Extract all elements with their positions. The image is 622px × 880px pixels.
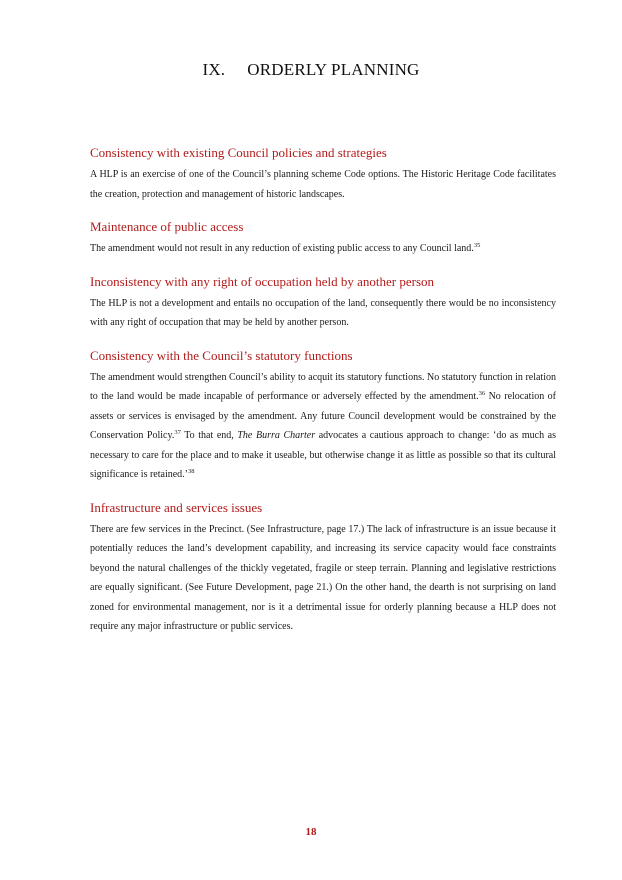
section-body	[90, 239, 556, 259]
section-body: There are few services in the Precinct. (See Infrastructure, page 17.) The lack of infrastructure is an issue because it potentially reduces the land’s development capability, and increasing its service capacity would face constraints beyond the natural challenges of the thickly vegetated, fragile or steep terrain. Planning and legislative restrictions are equally significant. (See Future Development, page 21.) On the other hand, the dearth is not surprising on land zoned for environmental management, nor is it a detrimental issue for orderly planning because a HLP does not require any major infrastructure or public services.	[90, 523, 556, 632]
footnote-ref[interactable]: 36	[478, 390, 486, 397]
chapter-title	[0, 60, 622, 80]
section-heading: Inconsistency with any right of occupation held by another person	[90, 273, 435, 289]
body-text: No relocation of assets or services is envisaged by the amendment. Any future Council development would be constrained by the Conservation Policy.	[90, 391, 556, 441]
body-text: advocates a cautious approach to change: ‘do as much as necessary to care for the place and to make it useable, but otherwise change it as little as possible so that its cultural significance is retained.’	[90, 430, 556, 480]
body-text: The amendment would not result in any reduction of existing public access to any Council land.	[90, 243, 474, 254]
footnote-ref[interactable]: 37	[174, 429, 181, 436]
chapter-number: IX.	[202, 60, 226, 79]
section-heading: Maintenance of public access	[90, 219, 244, 234]
section-heading: Infrastructure and services issues	[90, 499, 263, 515]
section-infrastructure	[90, 499, 556, 637]
chapter-title-text: ORDERLY PLANNING	[247, 60, 420, 79]
section-body	[90, 368, 556, 485]
body-text: To that end,	[180, 430, 238, 441]
footnote-ref[interactable]: 35	[473, 242, 481, 249]
section-public-access	[90, 218, 556, 259]
section-statutory-functions	[90, 347, 556, 485]
main-content	[90, 144, 556, 651]
page-number: 18	[305, 826, 317, 838]
section-right-of-occupation	[90, 273, 556, 333]
footnote-ref[interactable]: 38	[188, 468, 195, 475]
section-body: The HLP is not a development and entails no occupation of the land, consequently there would be no inconsistency with any right of occupation that may be held by another person.	[90, 297, 556, 328]
section-body: A HLP is an exercise of one of the Council’s planning scheme Code options. The Historic Heritage Code facilitates the creation, protection and management of historic landscapes.	[90, 169, 556, 200]
body-text: The amendment would strengthen Council’s ability to acquit its statutory functions. No statutory function in relation to the land would be made incapable of performance or adversely effected by the amendment.	[90, 371, 556, 402]
section-council-policies	[90, 144, 556, 204]
section-heading: Consistency with existing Council policies and strategies	[90, 145, 387, 160]
section-heading: Consistency with the Council’s statutory functions	[90, 347, 353, 363]
italic-title: The Burra Charter	[237, 430, 316, 441]
